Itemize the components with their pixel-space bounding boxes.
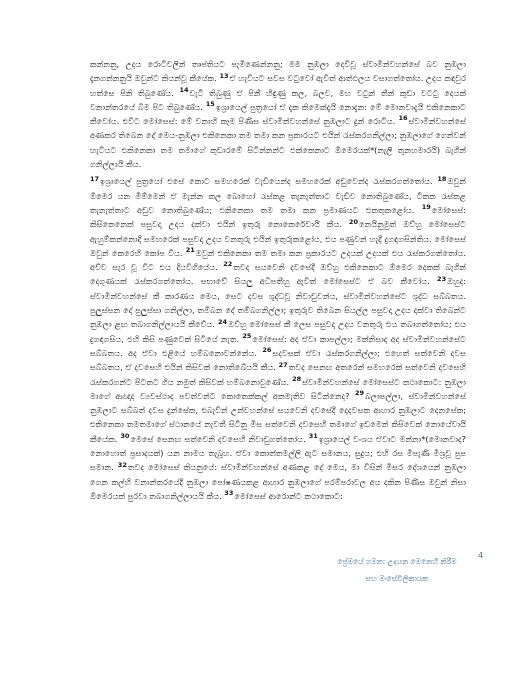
verse-text: තවද සයවෙනි දවසේදී ඔව්හු එකිනෙකාට ඕමෙර දෙකක් බැගින් දෙගුණයක් රැස්කරගත්තෝය. සභාවේ සියලු අධිපතීහු ඇවිත් මෝසෙස්ට ඒ බව කීවෝය. <box>90 262 466 287</box>
page-number: 4 <box>478 551 484 560</box>
verse-text: ඉශ්‍රායෙල් පුත්‍රයෝ ඒ දැක කිමෙක්දැයි නොදැන: මේ මොනවාදැයි එකිනෙකාට කීවෝය. එවිට මෝසෙස්: මේ වනාහි කෑම පිණිස ස්වාමින්වහන්සේ නුඹලාට දුන් රොටිය. <box>90 101 466 127</box>
verse-text: ඔවුන් එකිනෙකා තම තමා කන ප්‍රකාරයට උදයක් උදයක් එය රැස්කරගත්තෝය. අව්ව සැර වූ විට එය දියවිගියේය. <box>90 247 466 273</box>
verse-text: ඔව්හු මෝසෙස් කී ලෙස පසුවදා උදය වනතුරු එය තබාගත්තෝය; එය දුගඳගසිය, එහි කිසි පණුවෙක් සිටියේ නැත. <box>90 319 466 344</box>
verse-number: 15 <box>205 100 215 109</box>
verse-number: 21 <box>185 246 195 255</box>
verse-number: 27 <box>278 360 288 369</box>
verse-text: තවද මෝසෙස් කියනුයේ: ස්වාමින්වහන්සේ අණකළ දේ මෙය, මා විසින් මිසර දේශයෙන් නුඹලා ගෙන කල්හි වනාන්තරයේදී නුඹලා පෝෂණයකළ ආහාර නුඹලාගේ පරම්පරාවල අය දකින පිණිස ඔවුන් නිසා ඕමෙරයක් පුරවා තබාගනිල්ලායයි කීය. <box>90 462 466 501</box>
verse-number: 22 <box>223 260 233 269</box>
paragraph <box>90 174 466 503</box>
verse-number: 30 <box>120 431 130 440</box>
verse-text: මෙසේ සෙනඟ සත්වෙනි දවසෙහි නිවාඩුගත්තෝය. <box>130 433 306 444</box>
footer-subtitle: සහ මංසේවිලිකායක <box>365 574 429 583</box>
verse-number: 19 <box>421 203 431 212</box>
verse-text: වැටී තිබුණු ඒ පිනී හිඳුණු කල, බලව, මහ වටුන් තීන් කුඩා වටටු දෙයක් වනාන්තරයේ බිම පිට තිබුණේය. <box>90 87 466 112</box>
verse-number: 16 <box>398 114 408 123</box>
verse-number: 24 <box>217 317 228 326</box>
verse-text: ඔවුන් ඕමෙර යන මිම්මෙන් ඒ මැන්න කල බොහෝ රැස්කළ තැනැත්තාට වැඩිව නොතිබුණේය, ටිකක රැස්කළ තැනැත්තාට අඩුව නොතිබුණේය; එකිනෙකා තම තමා කන ප්‍රමාණයට එකතුකළෝය. <box>90 176 466 215</box>
verse-number: 26 <box>262 346 272 355</box>
verse-text: සදවසක් ඒවා රැස්කරගනිල්ලා; එහෙත් සත්වෙනි දවස සබ්බතය, ඒ දවසෙහි එයින් කිසිවක් නොතිබේයයි කීය. <box>90 347 466 373</box>
verse-text: මෝසෙස් ආරොන්ට කථාකොට: <box>234 490 343 501</box>
verse-number: 32 <box>117 460 127 469</box>
verse-number: 25 <box>242 331 252 340</box>
paragraph <box>90 57 466 171</box>
verse-number: 31 <box>308 431 318 440</box>
verse-text: මෝසෙස්: අද ඒවා කාපල්ලා; මක්නිසාද අද ස්වාමින්වහන්සේට සබ්බතය. අද ඒවා එළියේ හම්බනොවන්නේය. <box>90 333 466 358</box>
verse-text: ඉශ්‍රායෙල් වංශය ඒවාට මන්නා*(මොනවාද? නොහොත් ප්‍රසාදයක්) යන නාමය තැබූහ. ඒවා කොත්තමල්ලි ඇට සමානය, සුදුය; එහි රස මීපැණි මිශ්‍රවූ පුප සමාන. <box>90 433 466 473</box>
verse-number: 14 <box>179 85 189 94</box>
footer-title: ප්‍රේමයේ ගමන: උදයන මෙනෙහි කිරීම <box>337 557 457 566</box>
verse-text: ස්වාමින්වහන්සේ අණකර තිබෙන දේ මෙය-නුඹලා එකිනෙකා තම තමා කන ප්‍රකාරයට එයින් රැස්කරගනිල්ලා; නුඹලාගේ ගෙන්වන් හැටියට එකිනෙකා තම තමාගේ කුඩාරමේ සිටින්නන්ට එක්කෙනාට ඕමෙරයක්*(නැලි තුනහමාරයි) බැගින් ගනිල්ලායි කීය. <box>90 116 466 170</box>
verse-text: ඒ හැවියට සවස වටුවෝ ඇවිත් ආත්ඵලය වසාගත්තෝය. උදය කඳවුර හත්සෙ පිනි තිබුණේය. <box>90 73 466 98</box>
verse-text: මෝසෙස්: කිසිකෙනෙක් පසුවදා උදය දක්වා එයින් ඉතුරු නොකෙරේවායි කීය. <box>90 204 466 230</box>
verse-text: ඔහුද: ස්වාමින්වහන්සේ කී කාරණය මෙය, සෙට දවස ශුද්ධවූ නිවාඩුවන්ය, ස්වාමින්වහන්සේට ශුද්ධ සබ්බතය. පුලුස්සන දේ පුලුස්සා ගනිල්ලා, තම්බන දේ තම්බගනිල්ලා; ඉතුරුව තිබෙන සියල්ල පසුවදා උදය දක්වා තිබෙන්ට නුඹලා ළඟ තබාගනිල්ලායයි කීවේය. <box>90 276 466 330</box>
verse-number: 18 <box>437 174 447 183</box>
verse-number: 20 <box>348 217 358 226</box>
page-footer <box>322 553 472 587</box>
verse-text: නෙයිනුමුත් ඔව්හු මෝසෙස්ට ඇහුම්කන්නොදී සමහරෙක් පසුවදා උදය වනතුරු එයින් ඉතුරුකළෝය, එය පණුවන් හැදී දුගඳගසින්තිය. මෝසෙස් ඔවුන් කෙරෙහි කෝප විය. <box>90 219 466 258</box>
verse-number: 17 <box>90 174 100 183</box>
verse-number: 13 <box>219 71 229 80</box>
verse-number: 29 <box>354 389 364 398</box>
verse-text: කන්නනු, උදය රොටිවලින් තෘප්තියට පැමිණෙන්නනු; මම නුඹලා දෙවිවූ ස්වාමින්වහන්සේ බව නුඹලා දැනගන්නනුයි ඔවුන්ට කියන්වූ කීයේක. <box>90 59 466 84</box>
verse-text: ඉශ්‍රායෙල් පුත්‍රයෝ එසේ කොට සමහරෙක් වැඩියෙන්ද සමහරෙක් අඩුවෙන්ද රැස්කරගත්තෝය. <box>100 176 433 187</box>
body-text <box>90 57 466 503</box>
verse-text: තවද සෙනඟ අතරෙන් සමහරෙක් සත්වෙනි දවසෙහි රැස්කරගන්ට පිටතට ගිය නමුත් කිසිවක් හම්බනොවුණේය. <box>90 362 466 387</box>
verse-number: 28 <box>292 374 302 383</box>
verse-number: 33 <box>224 489 234 498</box>
verse-text: බලාපල්ලා, ස්වාමින්වහන්සේ නුඹලාට සබ්බත් දවස දුන්සේක, එබැවින් උන්වහන්සේ සයවෙනි දවසේදී දෙදවසක ආහාර නුඹලාට දෙනසේක; එකිනෙකා තමතමාගේ ස්ථානයේ නැවතී සිටීනු මිස සත්වෙනි දවසෙහි තමාගේ ඉඩමෙන් කිසිවෙක් නොයේවායි කීයේක. <box>90 390 466 444</box>
verse-number: 23 <box>437 274 447 283</box>
verse-text: ස්වාමින්වහන්සේ මෝසෙස්ට කථාකොට: නුඹලා මාගේ ආඥාද ව්‍යවස්ථාද පවත්වන්ට කොතෙක්කල් අකමැතිව සිටින්නෙද? <box>90 376 467 401</box>
